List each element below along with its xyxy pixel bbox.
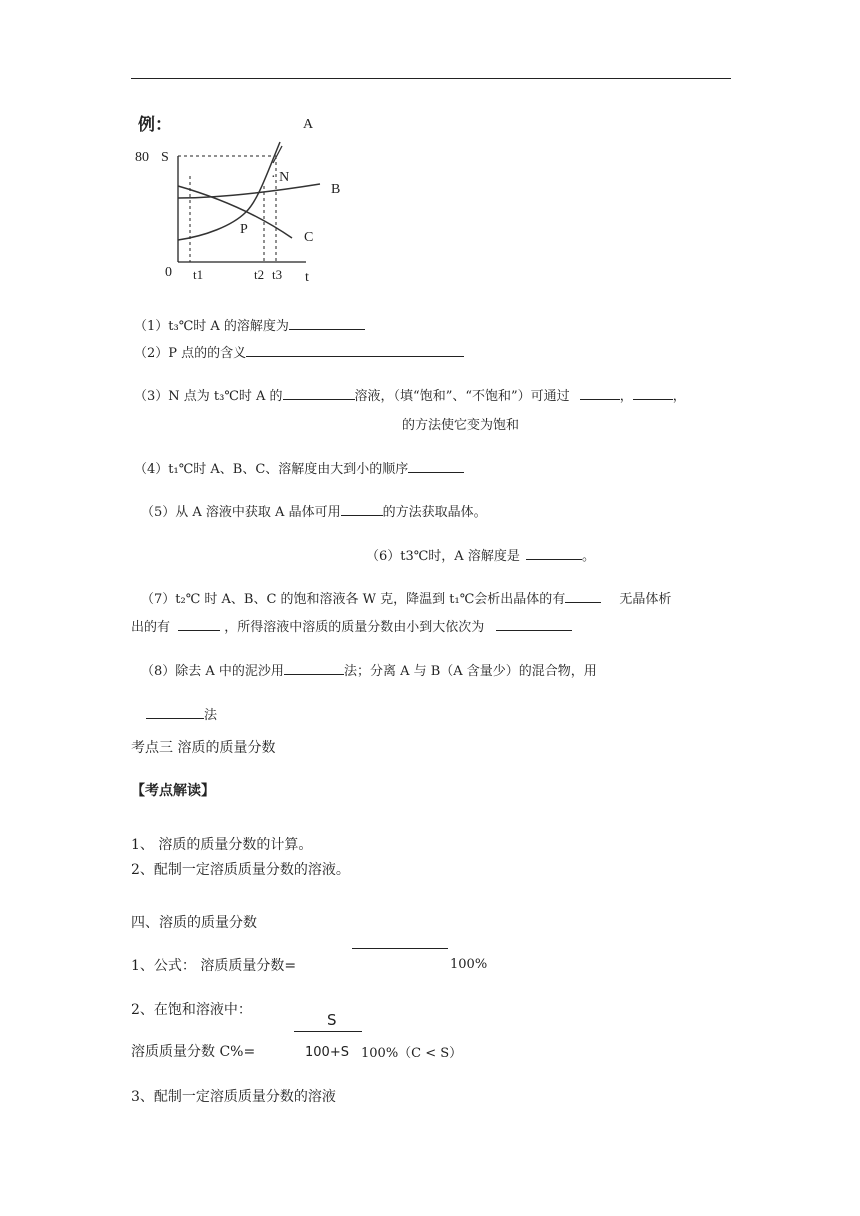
question-8-line2-end: 法 — [204, 708, 218, 723]
fraction-bar-2 — [294, 1031, 362, 1032]
answer-blank-4[interactable] — [408, 459, 464, 473]
x-tick-t1: t1 — [193, 267, 204, 282]
answer-blank-7c[interactable] — [496, 617, 572, 631]
question-6-text: （6）t3℃时，A 溶解度是 — [366, 549, 520, 564]
question-3-mid: 溶液，（填“饱和”、“不饱和”）可通过 — [354, 389, 570, 404]
x-axis-label: t — [305, 270, 309, 285]
kaodian-title: 考点三 溶质的质量分数 — [131, 740, 276, 756]
jiedu-title: 【考点解读】 — [131, 783, 215, 799]
answer-blank-3b[interactable] — [580, 386, 620, 400]
point-p-label: P — [240, 222, 248, 237]
question-7-text: （7）t₂℃ 时 A、B、C 的饱和溶液各 W 克，降温到 t₁℃会析出晶体的有 — [141, 592, 566, 607]
x-tick-t2: t2 — [254, 267, 265, 282]
c-label: 溶质质量分数 C%= — [131, 1044, 256, 1060]
answer-blank-7b[interactable] — [178, 617, 220, 631]
saturated-label: 2、在饱和溶液中： — [131, 1002, 252, 1018]
answer-blank-8b[interactable] — [146, 705, 204, 719]
question-3-text: （3）N 点为 t₃℃时 A 的 — [134, 389, 283, 404]
question-6 — [366, 545, 595, 564]
point-1: 1、 溶质的质量分数的计算。 — [131, 837, 313, 853]
answer-blank-2[interactable] — [246, 343, 464, 357]
question-1-text: （1）t₃℃时 A 的溶解度为 — [134, 319, 289, 334]
question-3-line2: 的方法使它变为饱和 — [402, 418, 520, 433]
question-1 — [134, 315, 365, 334]
question-8-mid: 法；分离 A 与 B（A 含量少）的混合物，用 — [343, 664, 597, 679]
origin-label: 0 — [165, 265, 172, 280]
question-5-text: （5）从 A 溶液中获取 A 晶体可用 — [141, 505, 341, 520]
answer-blank-7a[interactable] — [565, 589, 601, 603]
question-5 — [141, 501, 487, 520]
question-6-end: 。 — [581, 549, 595, 564]
answer-blank-3a[interactable] — [283, 386, 355, 400]
answer-blank-5[interactable] — [341, 502, 383, 516]
question-8 — [141, 660, 597, 679]
part-4-title: 四、溶质的质量分数 — [131, 915, 257, 931]
answer-blank-3c[interactable] — [633, 386, 673, 400]
question-4-text: （4）t₁℃时 A、B、C、溶解度由大到小的顺序 — [134, 462, 409, 477]
formula-percent: 100% — [450, 957, 488, 972]
c-percent: 100%（C < S） — [361, 1046, 463, 1061]
question-7-mid: 无晶体析 — [619, 592, 672, 607]
question-3: （3）N 点为 t₃℃时 A 的 溶液，（填“饱和”、“不饱和”）可通过 ， ， — [134, 385, 686, 404]
question-7 — [141, 588, 671, 607]
curve-c — [178, 186, 292, 238]
formula-label: 1、公式： 溶质质量分数= — [131, 958, 297, 974]
question-2 — [134, 342, 464, 361]
curve-b — [178, 184, 320, 198]
curve-a-label: A — [303, 117, 314, 132]
point-2: 2、配制一定溶质质量分数的溶液。 — [131, 862, 350, 878]
question-7-line2-mid: ，所得溶液中溶质的质量分数由小到大依次为 — [224, 620, 485, 635]
answer-blank-8a[interactable] — [284, 661, 344, 675]
point-n-label: · N — [271, 170, 290, 185]
x-tick-t3: t3 — [272, 267, 283, 282]
fraction-bar-1 — [352, 948, 448, 949]
question-2-text: （2）P 点的的含义 — [134, 346, 247, 361]
question-8-line2 — [146, 704, 217, 723]
example-label: 例： — [138, 115, 172, 135]
y-tick-80: 80 — [135, 150, 149, 165]
solubility-graph — [130, 108, 360, 288]
question-7-line2 — [131, 616, 572, 635]
part-3-title: 3、配制一定溶质质量分数的溶液 — [131, 1089, 336, 1105]
fraction-denominator: 100+S — [305, 1045, 349, 1056]
question-4 — [134, 458, 464, 477]
question-5-end: 的方法获取晶体。 — [382, 505, 487, 520]
question-7-line2-text: 出的有 — [131, 620, 171, 635]
y-axis-label: S — [161, 150, 169, 165]
answer-blank-1[interactable] — [289, 316, 365, 330]
header-rule — [131, 78, 731, 79]
question-8-text: （8）除去 A 中的泥沙用 — [141, 664, 284, 679]
curve-c-label: C — [304, 230, 314, 245]
answer-blank-6[interactable] — [526, 546, 582, 560]
curve-b-label: B — [331, 182, 341, 197]
fraction-numerator: S — [327, 1011, 337, 1029]
